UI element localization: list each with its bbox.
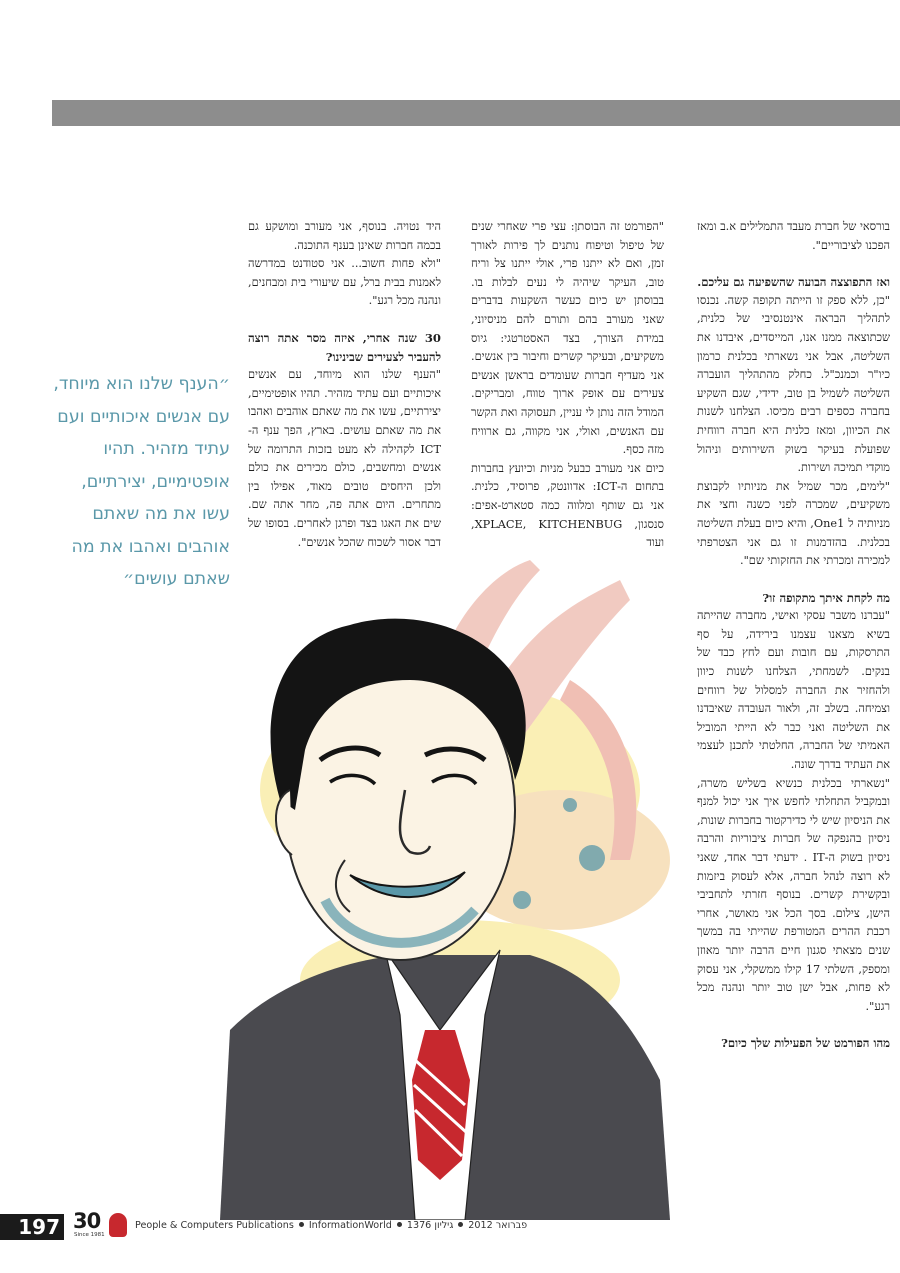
interview-question: 30 שנה אחרי, איזה מסר אתה רוצה להעביר לצעירים שבינינו?	[248, 330, 441, 364]
anniversary-logo	[73, 1209, 131, 1240]
publisher-name: People & Computers Publications	[135, 1220, 294, 1231]
logo-number: 30	[73, 1209, 101, 1233]
interview-question: ואז התפוצצה הבועה שהשפיעה גם עליכם.	[697, 275, 890, 290]
paragraph: כיום אני מעורב כבעל מניות וכיועץ בחברות בתחום ה-ICT: אדוונטק, פרוסיד, כלנית. אני גם שותף ומלווה כמה סטארט-אפים: סנסגון, XPLACE, KITCHENBUG, ועוד	[471, 461, 664, 550]
article-column-1	[697, 218, 890, 1053]
header-bar	[52, 100, 900, 126]
bullet-icon	[397, 1222, 402, 1227]
portrait-illustration	[200, 560, 700, 1220]
paragraph: בורסאי של חברת מעבד התמלילים א.ב ומאז הפכנו לציבוריים".	[697, 220, 890, 252]
paragraph: "ולא פחות חשוב... אני סטודנט במדרשה לאמנות בבית ברל, עם שיעורי בית ומבחנים, ונהנה מכל רגע".	[248, 257, 441, 308]
interview-question: מהו הפורמט של הפעילות שלך כיום?	[721, 1036, 890, 1051]
page-number: 197	[0, 1214, 64, 1240]
article-column-3	[248, 218, 441, 552]
red-tie	[412, 1030, 470, 1180]
article-column-2	[471, 218, 664, 553]
paragraph: היד נטויה. בנוסף, אני מעורב ומושקע גם בכמה חברות שאינן בענף התוכנה.	[248, 220, 441, 252]
paragraph: "כן, ללא ספק זו הייתה תקופה קשה. נכנסו לתהליך הבראה אינטנסיבי של כלנית, שכתוצאה ממנו אנו, המייסדים, איבדנו את השליטה, אבל אני נשארתי בכלנית כרמון כיו"ר וכמנכ"ל. כחלק מהתהליך הועברה השליטה לשמיל בן טוב, ידידי, שגם השקיע בחברה כספים רבים מכיסו. הצלחנו לשנות את הכיוון, ומאז כלנית היא חברה רווחית שפועלת בעיקר בשוק השירותים וניהול מוקדי תמיכה ושירות.	[697, 293, 890, 475]
footer-credits	[135, 1220, 527, 1231]
issue-date: פברואר 2012	[468, 1220, 528, 1231]
bullet-icon	[458, 1222, 463, 1227]
issue-number: גיליון 1376	[406, 1220, 454, 1231]
paragraph: "עברנו משבר עסקי ואישי, מחברה שהייתה בשיא מצאנו עצמנו בירידה, על סף התרסקות, עם חובות ועם לחץ כבד של בנקים. לשמחתי, הצלחנו לשנות כיוון ולהחזיר את החברה למסלול של רווחים וצמיחה. בשלב זה, ולאור העובדה שאיבדנו את השליטה ואני כבר לא הייתי המוביל האמיתי של החברה, החלטתי לתכנן לעצמי את העתיד בדרך שונה.	[697, 609, 890, 772]
interview-question: מה לקחת איתך מתקופה זו?	[762, 590, 890, 605]
bullet-icon	[299, 1222, 304, 1227]
paragraph: "נשארתי בכלנית כנשיא בשליש משרה, ובמקביל התחלתי לחפש איך אני יכול למנף את הניסיון שיש לי כדירקטור בחברות שונות, ניסיון בהנפקה של חברות ציבוריות והרבה ניסיון בשוק ה-IT . ידעתי דבר אחד, שאני לא רוצה לנהל חברה, אלא לעסוק ביזמות ובקשירת קשרים. בנוסף חזרתי לתחביבי הישן, צילום. בסך הכל אני מאושר, אחרי רכבת ההרים המטורפת שהייתי בה במשך שנים מצאתי סגנון חיים הרבה יותר מאוזן ומספק, השלתי 17 קילו ממשקלי, אני עסוק לא פחות, אבל ישן טוב יותר ונהנה מכל רגע".	[697, 776, 891, 1013]
paragraph: "לימים, מכר שמיל את מניותיו לקבוצת משקיעים, שמכרה לפני כשנה וחצי את מניותיה ל One1, והיא כיום בעלת השליטה בכלנית. בהזדמנות זו גם אני הצטרפתי למכירה ומכרתי את החזקותי שם".	[697, 479, 890, 568]
paragraph: "הפורמט זה הבוסתן: עצי פרי שאחרי שנים של טיפול וטיפוח נותנים לך פירות לאורך זמן, ואם לא ייתנו פרי, אולי ייתנו צל וריח טוב, העיקר שיהיה לי נעים לבלות בו. בבוסתן יש כיום כעשר השקעות בדברים שאני מעורב בהם ותורם להם מניסיוני, במידת הצורך, בצד האסטרטגי: גיוס משקיעים, ובעיקר קשרים וחיבור בין אנשים. אני מעדיף חברות שעומדים בראשן אנשים צעירים עם אופק ארוך טווח, ומבריקים. המודל הזה נותן לי עניין, תעסוקה ואת הקשר עם האנשים, ואולי, אני מקווה, גם ארוויח מזה כסף.	[471, 220, 664, 457]
paragraph: "הענף שלנו הוא מיוחד, עם אנשים איכותיים ועם עתיד מזהיר. תהיו אופטימיים, יצירתיים, עשו את מה שאתם אוהבים ואהבו את מה שאתם עושים. בארץ, הפך ענף ה-ICT לקהילה לא מעט בזכות התרומה של אנשים ומחשבים, כולם מכירים את כולם ולכן היחסים טובים מאוד, אפילו בין מתחרים. היום אתה פה, מחר אתה שם. שים את האגו בצד ופרגן לאחרים. בסופו של דבר אסור לשכוח שהכל אנשים".	[248, 368, 441, 549]
page-footer	[0, 1209, 900, 1240]
logo-since: Since 1981	[74, 1232, 105, 1238]
logo-badge-icon	[109, 1213, 127, 1237]
pull-quote: ״הענף שלנו הוא מיוחד, עם אנשים איכותיים ועם עתיד מזהיר. תהיו אופטימיים, יצירתיים, עשו את מה שאתם אוהבים ואהבו את מה שאתם עושים״	[53, 374, 230, 589]
magazine-name: InformationWorld	[308, 1220, 392, 1231]
